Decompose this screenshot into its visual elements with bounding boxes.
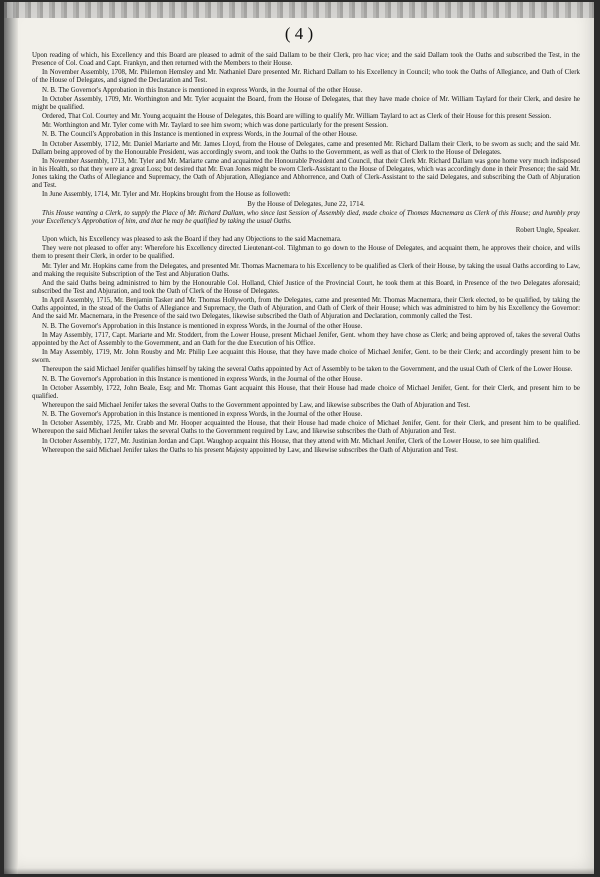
scan-top-edge bbox=[4, 2, 594, 18]
paragraph: And the said Oaths being administred to him by the Honourable Col. Holland, Chief Justice of the Provincial Court, he took them at this Board, in Presence of the two Delegates aforesaid; subscribed the Test and Abjuration, and took the Oath of Clerk of the House of Delegates. bbox=[32, 279, 580, 296]
scan-bottom-edge bbox=[4, 868, 594, 874]
paragraph: They were not pleased to offer any: Wherefore his Excellency directed Lieutenant-col. Tilghman to go down to the House of Delegates, and acquaint them, he approves their choice, and wills them to present their Clerk, in order to be qualified. bbox=[32, 245, 580, 261]
paragraph: N. B. The Governor's Approbation in this Instance is mentioned in express Words, in the Journal of the other House. bbox=[42, 322, 363, 330]
document-page bbox=[4, 2, 594, 874]
paragraph: N. B. The Governor's Approbation in this Instance is mentioned in express Words, in the Journal of the other House. bbox=[42, 375, 363, 383]
paragraph: In May Assembly, 1717, Capt. Mariarte and Mr. Stoddert, from the Lower House, present Michael Jenifer, Gent. whom they have chose as Clerk; and being approved of, takes the several Oaths appointed by the Act of Assembly to the Government, and an Oath for the due Execution of his Office. bbox=[32, 331, 580, 347]
paragraph: N. B. The Council's Approbation in this Instance is mentioned in express Words, in the Journal of the other House. bbox=[42, 131, 358, 139]
signature: Robert Ungle, Speaker. bbox=[515, 227, 580, 234]
paragraph: In October Assembly, 1709, Mr. Worthington and Mr. Tyler acquaint the Board, from the House of Delegates, that they have made choice of Mr. William Taylard for their Clerk, and desire he might be qualified. bbox=[32, 95, 580, 111]
paragraph: N. B. The Governor's Approbation in this Instance is mentioned in express Words, in the Journal of the other House. bbox=[42, 411, 363, 419]
paragraph: Mr. Worthington and Mr. Tyler come with Mr. Taylard to see him sworn; which was done particularly for the present Session. bbox=[42, 122, 389, 130]
paragraph: Whereupon the said Michael Jenifer takes the several Oaths to the Government appointed by Law, and likewise subscribes the Oath of Abjuration and Test. bbox=[42, 402, 471, 409]
petition-text: This House wanting a Clerk, to supply the Place of Mr. Richard Dallam, who since last Session of Assembly died, made choice of Thomas Macnemara as Clerk of this House; and humbly pray your Excellency's Approbation of him, and that he may be qualified by taking the usual Oaths. bbox=[32, 209, 580, 225]
paragraph: Thereupon the said Michael Jenifer qualifies himself by taking the several Oaths appointed by Act of Assembly to be taken to the Government, and the usual Oath of Clerk of the Lower House. bbox=[42, 366, 573, 374]
paragraph: In October Assembly, 1712, Mr. Daniel Mariarte and Mr. James Lloyd, from the House of Delegates, came and presented Mr. Richard Dallam their Clerk, to be sworn as such; and the said Mr. Dallam being approved of by the Honourable President, was accordingly sworn, and took the Oaths to the Government, as well as that of Clerk to the House of Delegates. bbox=[32, 140, 580, 156]
paragraph: In November Assembly, 1708, Mr. Philemon Hemsley and Mr. Nathaniel Dare presented Mr. Richard Dallam to his Excellency in Council; who took the Oaths of Allegiance, and Oath of Clerk of the House of Delegates, and signed the Declaration and Test. bbox=[32, 69, 580, 85]
paragraph: In October Assembly, 1722, John Beale, Esq; and Mr. Thomas Gant acquaint this House, that their House had made choice of Michael Jenifer, Gent. for their Clerk, and present him to be qualified. bbox=[32, 384, 580, 400]
paragraph: In May Assembly, 1719, Mr. John Rousby and Mr. Philip Lee acquaint this House, that they have made choice of Michael Jenifer, Gent. to be their Clerk; and accordingly present him to be sworn. bbox=[32, 349, 580, 365]
paragraph: Upon reading of which, his Excellency and this Board are pleased to admit of the said Dallam to be their Clerk, pro hac vice; and the said Dallam took the Oaths and subscribed the Test, in the Presence of Col. Coad and Capt. Frankyn, and then returned with the Members to their House. bbox=[32, 52, 580, 68]
paragraph: Mr. Tyler and Mr. Hopkins came from the Delegates, and presented Mr. Thomas Macnemara to his Excellency to be qualified as Clerk of their House, by taking the usual Oaths according to Law, and making the requisite Subscription of the Test and Abjuration Oaths. bbox=[32, 262, 580, 278]
paragraph: In April Assembly, 1715, Mr. Benjamin Tasker and Mr. Thomas Hollyworth, from the Delegates, came and presented Mr. Thomas Macnemara, their Clerk elected, to be qualified, by taking the Oaths appointed, in the stead of the Oaths of Allegiance and Supremacy, the Oath of Abjuration, and Oath of Clerk of their House; which was administred to him by his Excellency the Governor: And the said Mr. Macnemara, in the Presence of the said two Delegates, likewise subscribed the Oath of Abjuration and Declaration, commonly called the Test. bbox=[32, 297, 580, 321]
paragraph: Upon which, his Excellency was pleased to ask the Board if they had any Objections to the said Macnemara. bbox=[42, 236, 342, 244]
paragraph-heading: By the House of Delegates, June 22, 1714. bbox=[247, 200, 365, 208]
paragraph: Whereupon the said Michael Jenifer takes the Oaths to his present Majesty appointed by Law, and likewise subscribes the Oath of Abjuration and Test. bbox=[42, 446, 458, 454]
paragraph: In November Assembly, 1713, Mr. Tyler and Mr. Mariarte came and acquainted the Honourable President and Council, that their Clerk Mr. Richard Dallam was gone home very much indisposed in his Health, so that they were at a great Loss; but desired that Mr. Evan Jones might be sworn Clerk-Assistant to the House of Delegates, which was accordingly done in their Presence; the said Mr. Jones taking the Oaths of Allegiance and Supremacy, the Oath of Abjuration, Allegiance and Abhorrence, and Oath of Clerk-Assistant to the said Delegates, and subscribing the Oath of Abjuration and Test. bbox=[32, 157, 580, 190]
binding-edge bbox=[4, 2, 18, 874]
paragraph: In June Assembly, 1714, Mr. Tyler and Mr. Hopkins brought from the House as followeth: bbox=[42, 191, 291, 199]
paragraph: Ordered, That Col. Courtey and Mr. Young acquaint the House of Delegates, this Board are willing to qualify Mr. William Taylard to act as Clerk of their House for this present Session. bbox=[42, 113, 552, 121]
paragraph: In October Assembly, 1725, Mr. Crabb and Mr. Hooper acquainted the House, that their House had made choice of Michael Jenifer, Gent. for their Clerk, and present him to be qualified. Whereupon the said Michael Jenifer takes the several Oaths to the Government required by Law, and likewise subscribes the Oath of Abjuration and Test. bbox=[32, 420, 580, 436]
body-text bbox=[32, 52, 580, 456]
paragraph: N. B. The Governor's Approbation in this Instance is mentioned in express Words, in the Journal of the other House. bbox=[42, 86, 363, 94]
page-number: ( 4 ) bbox=[284, 24, 314, 43]
paragraph: In October Assembly, 1727, Mr. Justinian Jordan and Capt. Waughop acquaint this House, that they attend with Mr. Michael Jenifer, Clerk of the Lower House, to see him qualified. bbox=[42, 437, 540, 445]
